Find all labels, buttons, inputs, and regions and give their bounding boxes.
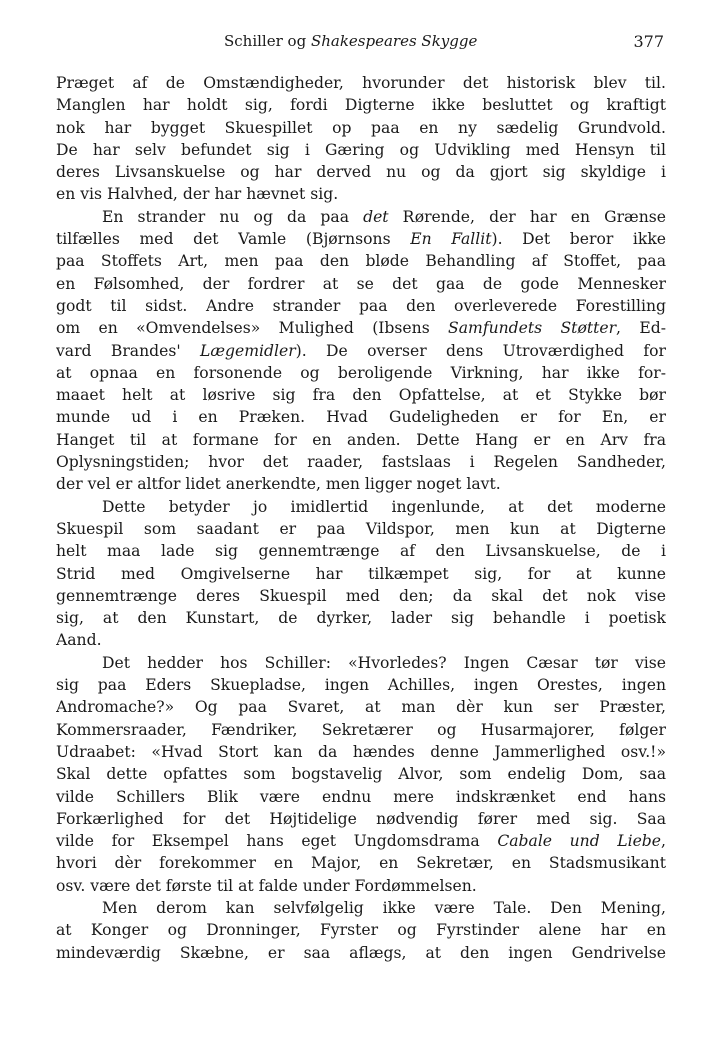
text-line: gennemtrænge deres Skuespil med den; da skal det nok vise [56,586,666,605]
text-line: godt til sidst. Andre strander paa den overleverede Forestilling [56,296,666,315]
text-line: Hanget til at formane for en anden. Dette Hang er en Arv fra [56,430,666,449]
text-line: Dette betyder jo imidlertid ingenlunde, at det moderne [102,497,666,516]
text-line [56,830,666,852]
text-line: der vel er altfor lidet anerkendte, men ligger noget lavt. [56,475,501,494]
text-line: Andromache?» Og paa Svaret, at man dèr kun ser Præster, [56,698,666,717]
text-line: Oplysningstiden; hvor det raader, fastslaas i Regelen Sandheder, [56,453,666,472]
text-segment: vard Brandes' [56,341,200,360]
running-title-author: Schiller og [224,32,311,50]
text-segment: om en «Omvendelses» Mulighed (Ibsens [56,319,449,338]
text-line: Præget af de Omstændigheder, hvorunder det historisk blev til. [56,74,666,92]
text-line [56,228,666,250]
text-segment: , [661,832,666,851]
italic-title: det [363,207,389,226]
text-line [56,340,666,362]
text-line: at opnaa en forsonende og beroligende Virkning, har ikke for- [56,363,666,382]
text-line: Strid med Omgivelserne har tilkæmpet sig, for at kunne [56,564,666,583]
text-line: Udraabet: «Hvad Stort kan da hændes denne Jammerlighed osv.!» [56,742,666,761]
text-segment: , Ed- [616,319,666,338]
body-text [56,72,666,964]
text-line: Det hedder hos Schiller: «Hvorledes? Ingen Cæsar tør vise [102,653,666,672]
text-line: en vis Halvhed, der har hævnet sig. [56,185,339,204]
text-segment: ). De overser dens Utroværdighed for [295,341,666,360]
italic-title: Lægemidler [200,341,296,360]
text-line: en Følsomhed, der fordrer at se det gaa de gode Mennesker [56,274,666,293]
running-title-italic: Shakespeares Skygge [310,32,478,50]
text-line: helt maa lade sig gennemtrænge af den Livsanskuelse, de i [56,542,666,561]
text-line: maaet helt at løsrive sig fra den Opfattelse, at et Stykke bør [56,386,666,405]
text-segment: vilde for Eksempel hans eget Ungdomsdrama [56,832,498,851]
text-line: Skal dette opfattes som bogstavelig Alvor, som endelig Dom, saa [56,765,666,784]
text-line: deres Livsanskuelse og har derved nu og da gjort sig skyldige i [56,163,666,182]
text-line: Kommersraader, Fændriker, Sekretærer og Husarmajorer, følger [56,720,666,739]
text-segment: Rørende, der har en Grænse [388,207,666,226]
text-line: osv. være det første til at falde under Fordømmelsen. [56,876,477,895]
text-segment: En strander nu og da paa [102,207,364,226]
italic-title: En Fallit [410,230,492,249]
running-title [224,32,477,50]
text-line: vilde Schillers Blik være endnu mere indskrænket end hans [56,787,666,806]
text-segment: ). Det beror ikke [491,230,666,249]
text-line: sig, at den Kunstart, de dyrker, lader sig behandle i poetisk [56,609,666,628]
text-line: sig paa Eders Skuepladse, ingen Achilles, ingen Orestes, ingen [56,676,666,695]
text-line: Skuespil som saadant er paa Vildspor, men kun at Digterne [56,519,666,538]
text-line: Men derom kan selvfølgelig ikke være Tale. Den Mening, [102,898,666,917]
text-line: hvori dèr forekommer en Major, en Sekretær, en Stadsmusikant [56,854,666,873]
text-line: Forkærlighed for det Højtidelige nødvendig fører med sig. Saa [56,809,666,828]
text-line: paa Stoffets Art, men paa den bløde Behandling af Stoffet, paa [56,252,666,271]
text-line: mindeværdig Skæbne, er saa aflægs, at den ingen Gendrivelse [56,943,666,962]
text-segment: tilfælles med det Vamle (Bjørnsons [56,230,411,249]
text-line: De har selv befundet sig i Gæring og Udvikling med Hensyn til [56,140,666,159]
page-number: 377 [633,32,664,51]
text-line [56,317,666,339]
text-line: munde ud i en Præken. Hvad Gudeligheden er for En, er [56,408,666,427]
text-line: nok har bygget Skuespillet op paa en ny sædelig Grundvold. [56,118,666,137]
text-line: at Konger og Dronninger, Fyrster og Fyrstinder alene har en [56,921,666,940]
italic-title: Samfundets Støtter [448,319,617,338]
text-line: Aand. [56,631,102,650]
italic-title: Cabale und Liebe [497,832,662,851]
text-line [56,206,666,228]
text-line: Manglen har holdt sig, fordi Digterne ikke besluttet og kraftigt [56,96,666,115]
running-header [56,30,666,56]
